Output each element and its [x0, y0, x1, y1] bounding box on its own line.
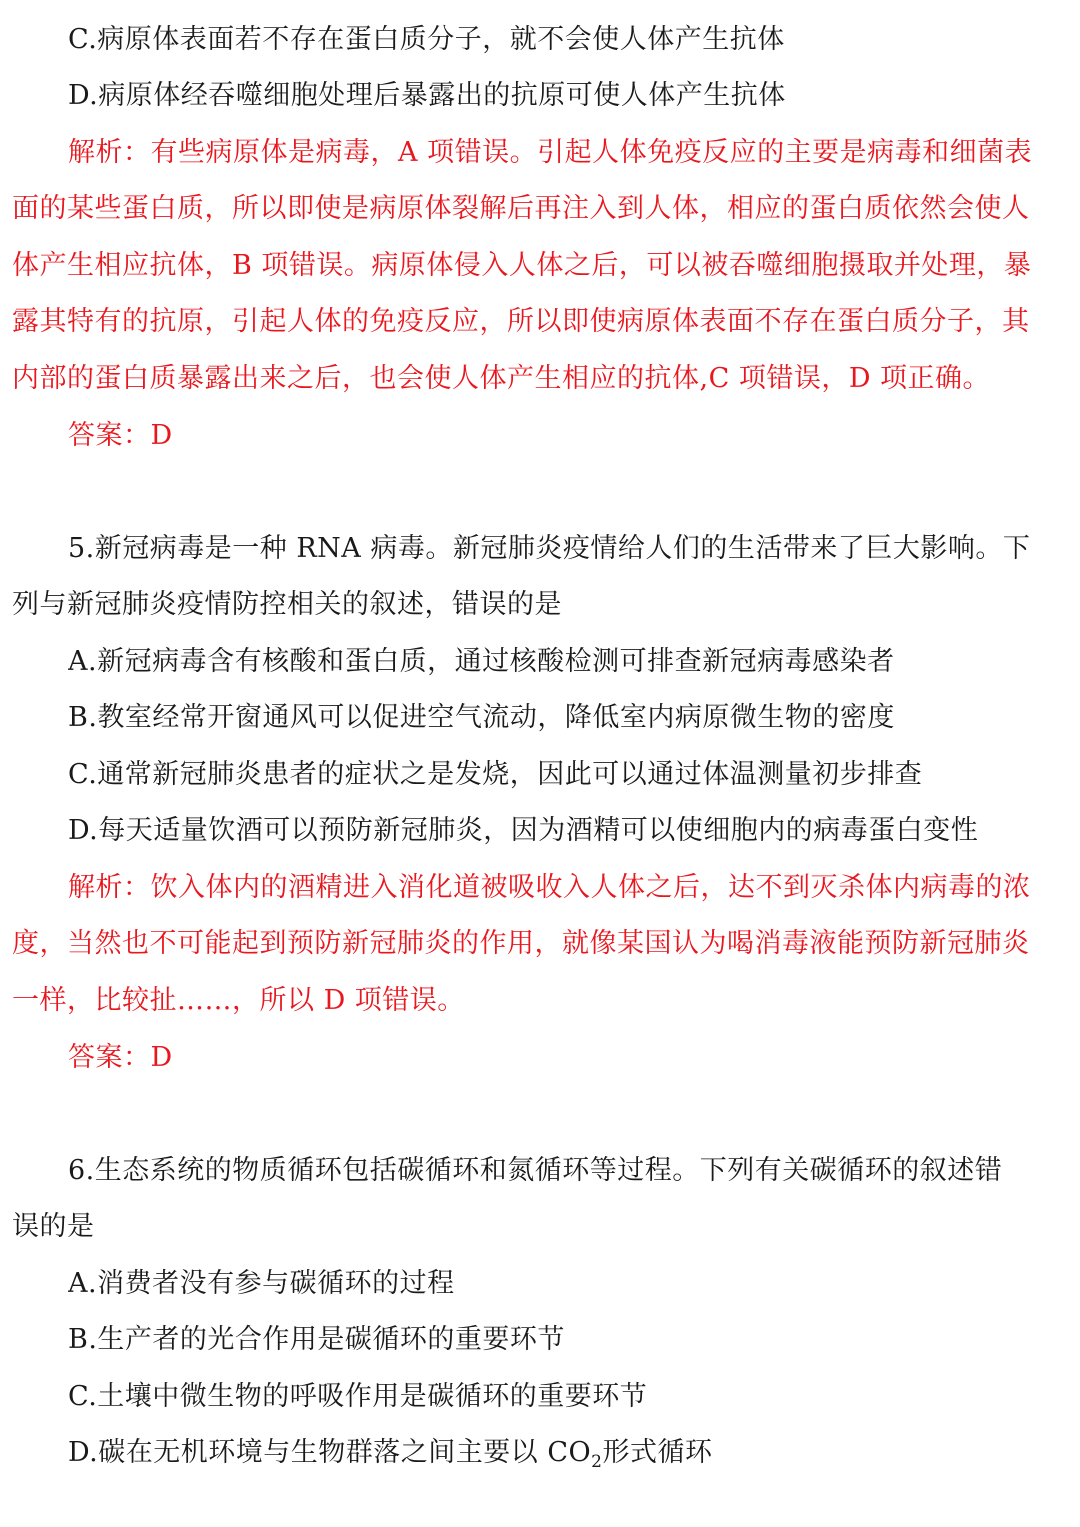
q5-option-a: A.新冠病毒含有核酸和蛋白质，通过核酸检测可排查新冠病毒感染者 [68, 646, 895, 677]
q4-analysis-line: 体产生相应抗体，B 项错误。病原体侵入人体之后，可以被吞噬细胞摄取并处理，暴 [12, 250, 1032, 281]
q5-analysis-line: 解析：饮入体内的酒精进入消化道被吸收入人体之后，达不到灭杀体内病毒的浓 [68, 872, 1031, 903]
q4-analysis-line: 解析：有些病原体是病毒，A 项错误。引起人体免疫反应的主要是病毒和细菌表 [68, 137, 1033, 168]
q4-analysis-line: 内部的蛋白质暴露出来之后，也会使人体产生相应的抗体,C 项错误，D 项正确。 [12, 363, 991, 394]
q5-option-d: D.每天适量饮酒可以预防新冠肺炎，因为酒精可以使细胞内的病毒蛋白变性 [68, 815, 979, 846]
q4-option-c: C.病原体表面若不存在蛋白质分子，就不会使人体产生抗体 [68, 24, 785, 55]
co2-subscript: 2 [591, 1452, 603, 1472]
q5-analysis-line: 度，当然也不可能起到预防新冠肺炎的作用，就像某国认为喝消毒液能预防新冠肺炎 [12, 928, 1030, 959]
q6-option-d-text: D.碳在无机环境与生物群落之间主要以 CO [68, 1437, 592, 1468]
q4-option-d: D.病原体经吞噬细胞处理后暴露出的抗原可使人体产生抗体 [68, 80, 786, 111]
q5-option-b: B.教室经常开窗通风可以促进空气流动，降低室内病原微生物的密度 [68, 702, 895, 733]
q6-option-d-text-end: 形式循环 [602, 1437, 713, 1468]
q5-analysis-line: 一样，比较扯……，所以 D 项错误。 [12, 985, 465, 1016]
q4-analysis-line: 露其特有的抗原，引起人体的免疫反应，所以即使病原体表面不存在蛋白质分子，其 [12, 306, 1030, 337]
q5-stem-line: 5.新冠病毒是一种 RNA 病毒。新冠肺炎疫情给人们的生活带来了巨大影响。下 [68, 533, 1031, 564]
q5-answer: 答案：D [68, 1042, 173, 1073]
q5-stem-line: 列与新冠肺炎疫情防控相关的叙述，错误的是 [12, 589, 562, 620]
q5-option-c: C.通常新冠肺炎患者的症状之是发烧，因此可以通过体温测量初步排查 [68, 759, 923, 790]
q6-option-a: A.消费者没有参与碳循环的过程 [68, 1268, 455, 1299]
q4-analysis-line: 面的某些蛋白质，所以即使是病原体裂解后再注入到人体，相应的蛋白质依然会使人 [12, 193, 1030, 224]
q6-option-c: C.土壤中微生物的呼吸作用是碳循环的重要环节 [68, 1381, 648, 1412]
q6-stem-line: 误的是 [12, 1211, 95, 1242]
q6-option-d [68, 1425, 1072, 1481]
q6-stem-line: 6.生态系统的物质循环包括碳循环和氮循环等过程。下列有关碳循环的叙述错 [68, 1155, 1003, 1186]
q6-option-b: B.生产者的光合作用是碳循环的重要环节 [68, 1324, 565, 1355]
q4-answer: 答案：D [68, 420, 173, 451]
